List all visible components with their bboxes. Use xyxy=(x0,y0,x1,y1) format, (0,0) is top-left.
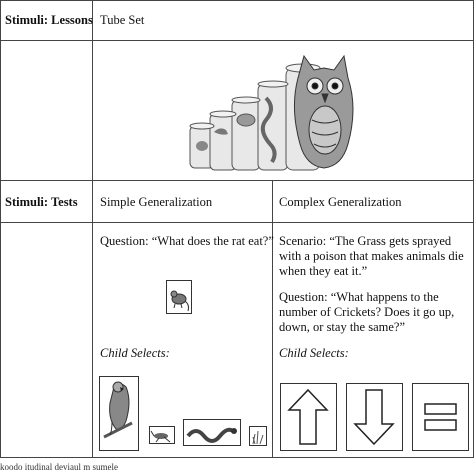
cricket-icon[interactable] xyxy=(149,426,175,444)
grass-icon[interactable] xyxy=(249,426,267,446)
cut-off-caption: koodo itudinal deviaul m sumele xyxy=(0,462,118,472)
table-rule xyxy=(0,40,474,41)
table-border-top xyxy=(0,0,474,1)
equals-card[interactable] xyxy=(412,383,469,451)
complex-scenario-line-3: when they eat it.” xyxy=(279,264,368,278)
table-rule xyxy=(0,180,474,181)
complex-scenario-line-2: with a poison that makes animals die xyxy=(279,249,464,263)
arrow-up-card[interactable] xyxy=(280,383,337,451)
arrow-up-icon xyxy=(281,384,336,450)
simple-child-selects: Child Selects: xyxy=(100,346,170,360)
arrow-down-icon xyxy=(347,384,402,450)
hawk-icon[interactable] xyxy=(99,376,139,451)
arrow-down-card[interactable] xyxy=(346,383,403,451)
rat-icon xyxy=(166,280,192,314)
complex-scenario-line-1: Scenario: “The Grass gets sprayed xyxy=(279,234,452,248)
complex-question-line-1: Question: “What happens to the xyxy=(279,290,439,304)
complex-child-selects: Child Selects: xyxy=(279,346,349,360)
simple-question: Question: “What does the rat eat?” xyxy=(100,234,274,248)
equals-icon xyxy=(413,384,468,450)
table-column-rule xyxy=(272,180,273,458)
lessons-value: Tube Set xyxy=(100,13,145,27)
table-rule xyxy=(0,222,474,223)
complex-header: Complex Generalization xyxy=(279,195,402,209)
tube-set-image xyxy=(188,48,358,174)
table-column-rule xyxy=(92,0,93,458)
snake-icon[interactable] xyxy=(183,419,241,446)
table-border-left xyxy=(0,0,1,458)
tests-label: Stimuli: Tests xyxy=(5,195,78,209)
complex-question-line-3: down, or stay the same?” xyxy=(279,320,406,334)
simple-header: Simple Generalization xyxy=(100,195,213,209)
lessons-label: Stimuli: Lessons xyxy=(5,13,93,27)
complex-question-line-2: number of Crickets? Does it go up, xyxy=(279,305,455,319)
table-border-bottom xyxy=(0,457,474,458)
